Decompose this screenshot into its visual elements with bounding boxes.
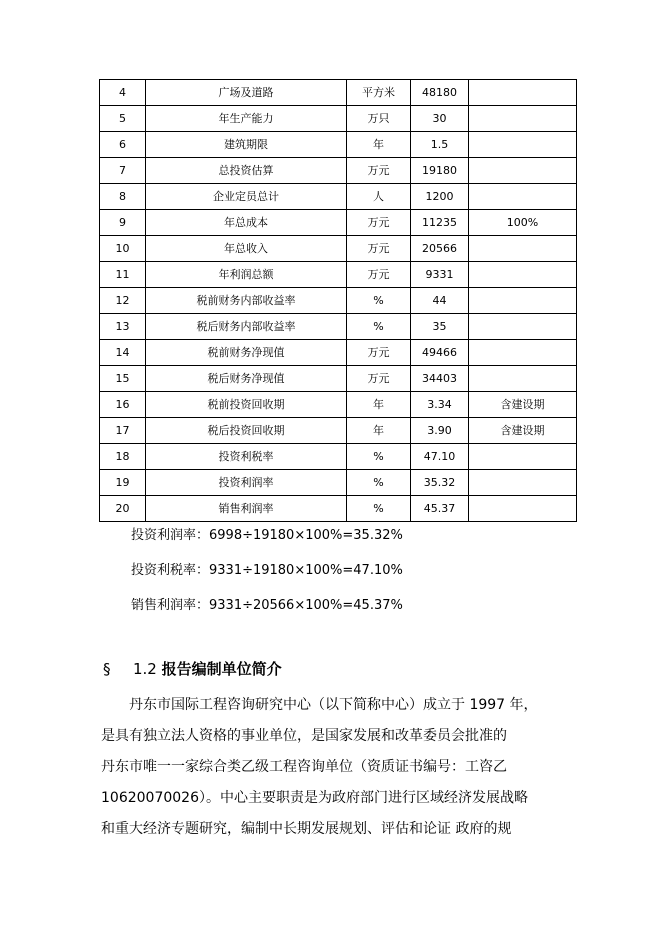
row-number-cell: 19 bbox=[100, 470, 146, 496]
item-name-cell: 年生产能力 bbox=[146, 106, 347, 132]
table-row bbox=[100, 106, 577, 132]
row-number-cell: 11 bbox=[100, 262, 146, 288]
unit-cell: 万元 bbox=[347, 158, 411, 184]
section-title: 报告编制单位简介 bbox=[161, 660, 282, 678]
note-cell bbox=[469, 366, 577, 392]
unit-cell: 万元 bbox=[347, 340, 411, 366]
unit-cell: 万元 bbox=[347, 366, 411, 392]
note-cell bbox=[469, 340, 577, 366]
row-number-cell: 4 bbox=[100, 80, 146, 106]
table-row bbox=[100, 366, 577, 392]
value-cell: 3.34 bbox=[411, 392, 469, 418]
note-cell: 100% bbox=[469, 210, 577, 236]
table-row bbox=[100, 314, 577, 340]
row-number-cell: 17 bbox=[100, 418, 146, 444]
note-cell bbox=[469, 158, 577, 184]
item-name-cell: 投资利润率 bbox=[146, 470, 347, 496]
row-number-cell: 6 bbox=[100, 132, 146, 158]
unit-cell: 年 bbox=[347, 132, 411, 158]
table-row bbox=[100, 184, 577, 210]
item-name-cell: 税后财务净现值 bbox=[146, 366, 347, 392]
unit-cell: 万元 bbox=[347, 210, 411, 236]
value-cell: 44 bbox=[411, 288, 469, 314]
value-cell: 1200 bbox=[411, 184, 469, 210]
row-number-cell: 8 bbox=[100, 184, 146, 210]
section-number: 1.2 bbox=[133, 660, 157, 678]
value-cell: 3.90 bbox=[411, 418, 469, 444]
intro-paragraph bbox=[101, 690, 571, 845]
table-row bbox=[100, 262, 577, 288]
section-symbol: § bbox=[103, 660, 111, 678]
row-number-cell: 10 bbox=[100, 236, 146, 262]
row-number-cell: 15 bbox=[100, 366, 146, 392]
item-name-cell: 企业定员总计 bbox=[146, 184, 347, 210]
unit-cell: % bbox=[347, 496, 411, 522]
unit-cell: 平方米 bbox=[347, 80, 411, 106]
formula-investment-tax: 投资利税率：9331÷19180×100%=47.10% bbox=[131, 563, 403, 578]
table-row bbox=[100, 496, 577, 522]
table-row bbox=[100, 132, 577, 158]
value-cell: 1.5 bbox=[411, 132, 469, 158]
unit-cell: 万元 bbox=[347, 236, 411, 262]
row-number-cell: 16 bbox=[100, 392, 146, 418]
row-number-cell: 14 bbox=[100, 340, 146, 366]
unit-cell: % bbox=[347, 314, 411, 340]
table-row bbox=[100, 236, 577, 262]
value-cell: 49466 bbox=[411, 340, 469, 366]
paragraph-line: 丹东市唯一一家综合类乙级工程咨询单位（资质证书编号：工咨乙 bbox=[101, 759, 507, 775]
table-row bbox=[100, 158, 577, 184]
unit-cell: 人 bbox=[347, 184, 411, 210]
table-row bbox=[100, 80, 577, 106]
note-cell: 含建设期 bbox=[469, 418, 577, 444]
item-name-cell: 税后投资回收期 bbox=[146, 418, 347, 444]
note-cell bbox=[469, 444, 577, 470]
note-cell bbox=[469, 496, 577, 522]
table-row bbox=[100, 210, 577, 236]
note-cell bbox=[469, 470, 577, 496]
row-number-cell: 13 bbox=[100, 314, 146, 340]
row-number-cell: 18 bbox=[100, 444, 146, 470]
unit-cell: 年 bbox=[347, 418, 411, 444]
note-cell bbox=[469, 184, 577, 210]
formula-sales-profit: 销售利润率：9331÷20566×100%=45.37% bbox=[131, 598, 403, 613]
item-name-cell: 投资利税率 bbox=[146, 444, 347, 470]
item-name-cell: 税后财务内部收益率 bbox=[146, 314, 347, 340]
item-name-cell: 广场及道路 bbox=[146, 80, 347, 106]
formula-investment-profit: 投资利润率：6998÷19180×100%=35.32% bbox=[131, 528, 403, 543]
item-name-cell: 税前财务净现值 bbox=[146, 340, 347, 366]
item-name-cell: 年总收入 bbox=[146, 236, 347, 262]
value-cell: 30 bbox=[411, 106, 469, 132]
note-cell bbox=[469, 262, 577, 288]
note-cell bbox=[469, 106, 577, 132]
value-cell: 9331 bbox=[411, 262, 469, 288]
note-cell: 含建设期 bbox=[469, 392, 577, 418]
indicator-table bbox=[99, 79, 577, 522]
unit-cell: 万元 bbox=[347, 262, 411, 288]
row-number-cell: 20 bbox=[100, 496, 146, 522]
row-number-cell: 7 bbox=[100, 158, 146, 184]
row-number-cell: 12 bbox=[100, 288, 146, 314]
table-row bbox=[100, 340, 577, 366]
item-name-cell: 总投资估算 bbox=[146, 158, 347, 184]
unit-cell: 年 bbox=[347, 392, 411, 418]
indicator-table-body bbox=[100, 80, 577, 522]
unit-cell: % bbox=[347, 288, 411, 314]
note-cell bbox=[469, 80, 577, 106]
value-cell: 35 bbox=[411, 314, 469, 340]
value-cell: 34403 bbox=[411, 366, 469, 392]
paragraph-line: 丹东市国际工程咨询研究中心（以下简称中心）成立于 1997 年， bbox=[129, 697, 538, 713]
row-number-cell: 5 bbox=[100, 106, 146, 132]
unit-cell: 万只 bbox=[347, 106, 411, 132]
item-name-cell: 年总成本 bbox=[146, 210, 347, 236]
item-name-cell: 年利润总额 bbox=[146, 262, 347, 288]
value-cell: 47.10 bbox=[411, 444, 469, 470]
item-name-cell: 销售利润率 bbox=[146, 496, 347, 522]
row-number-cell: 9 bbox=[100, 210, 146, 236]
value-cell: 35.32 bbox=[411, 470, 469, 496]
value-cell: 45.37 bbox=[411, 496, 469, 522]
table-row bbox=[100, 288, 577, 314]
unit-cell: % bbox=[347, 470, 411, 496]
table-row bbox=[100, 470, 577, 496]
value-cell: 11235 bbox=[411, 210, 469, 236]
value-cell: 48180 bbox=[411, 80, 469, 106]
paragraph-line: 是具有独立法人资格的事业单位，是国家发展和改革委员会批准的 bbox=[101, 728, 507, 744]
table-row bbox=[100, 392, 577, 418]
note-cell bbox=[469, 314, 577, 340]
item-name-cell: 税前投资回收期 bbox=[146, 392, 347, 418]
unit-cell: % bbox=[347, 444, 411, 470]
note-cell bbox=[469, 236, 577, 262]
table-row bbox=[100, 418, 577, 444]
table-row bbox=[100, 444, 577, 470]
paragraph-line: 10620070026）。中心主要职责是为政府部门进行区域经济发展战略 bbox=[101, 790, 528, 806]
item-name-cell: 建筑期限 bbox=[146, 132, 347, 158]
section-heading bbox=[103, 658, 282, 679]
item-name-cell: 税前财务内部收益率 bbox=[146, 288, 347, 314]
note-cell bbox=[469, 132, 577, 158]
value-cell: 19180 bbox=[411, 158, 469, 184]
value-cell: 20566 bbox=[411, 236, 469, 262]
paragraph-line: 和重大经济专题研究，编制中长期发展规划、评估和论证 政府的规 bbox=[101, 821, 512, 837]
note-cell bbox=[469, 288, 577, 314]
